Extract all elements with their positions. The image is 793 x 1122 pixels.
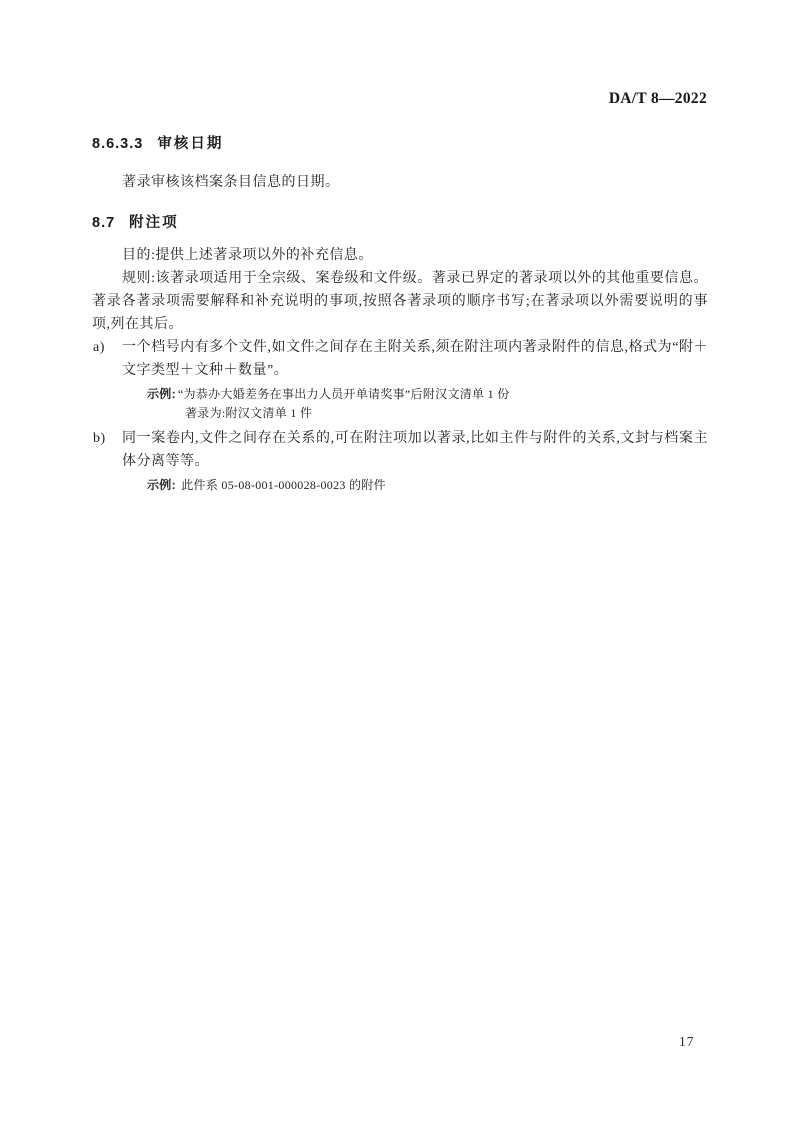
purpose-paragraph: 目的:提供上述著录项以外的补充信息。: [122, 248, 373, 263]
list-item-text: 一个档号内有多个文件,如文件之间存在主附关系,须在附注项内著录附件的信息,格式为“附＋文字类型＋文种＋数量”。: [122, 340, 708, 378]
clause-title: 审核日期: [157, 136, 224, 152]
rule-paragraph: 规则:该著录项适用于全宗级、案卷级和文件级。著录已界定的著录项以外的其他重要信息。著录各著录项需要解释和补充说明的事项,按照各著录项的顺序书写;在著录项以外需要说明的事项,列在其后。: [92, 271, 708, 332]
list-item-a: [92, 336, 708, 382]
example-text: 此件系 05-08-001-000028-0023 的附件: [181, 478, 386, 492]
page-number: 17: [679, 1034, 695, 1049]
clause-8633-body-paragraph: 著录审核该档案条目信息的日期。: [122, 175, 340, 190]
clause-heading-87: [92, 215, 708, 231]
example-line: [147, 385, 708, 404]
example-text: “为恭办大婚差务在事出力人员开单请奖事”后附汉文清单 1 份: [177, 387, 510, 401]
list-item-b: [92, 427, 708, 473]
list-item-label: b): [93, 431, 106, 446]
example-block-b: [147, 476, 708, 495]
list-item-text: 同一案卷内,文件之间存在关系的,可在附注项加以著录,比如主件与附件的关系,文封与档案主体分离等等。: [122, 431, 708, 469]
clause-number: 8.7: [92, 215, 116, 231]
example-line: [147, 476, 708, 495]
example-note: 著录为:附汉文清单 1 件: [185, 406, 313, 420]
list-item-label: a): [93, 340, 105, 355]
example-label: 示例:: [147, 387, 176, 401]
clause-number: 8.6.3.3: [92, 136, 144, 152]
page-content: [92, 136, 708, 499]
clause-title: 附注项: [129, 215, 179, 231]
example-block-a: [147, 385, 708, 423]
example-label: 示例:: [147, 478, 176, 492]
clause-heading-8633: [92, 136, 708, 152]
standard-code-header: DA/T 8—2022: [608, 90, 707, 107]
